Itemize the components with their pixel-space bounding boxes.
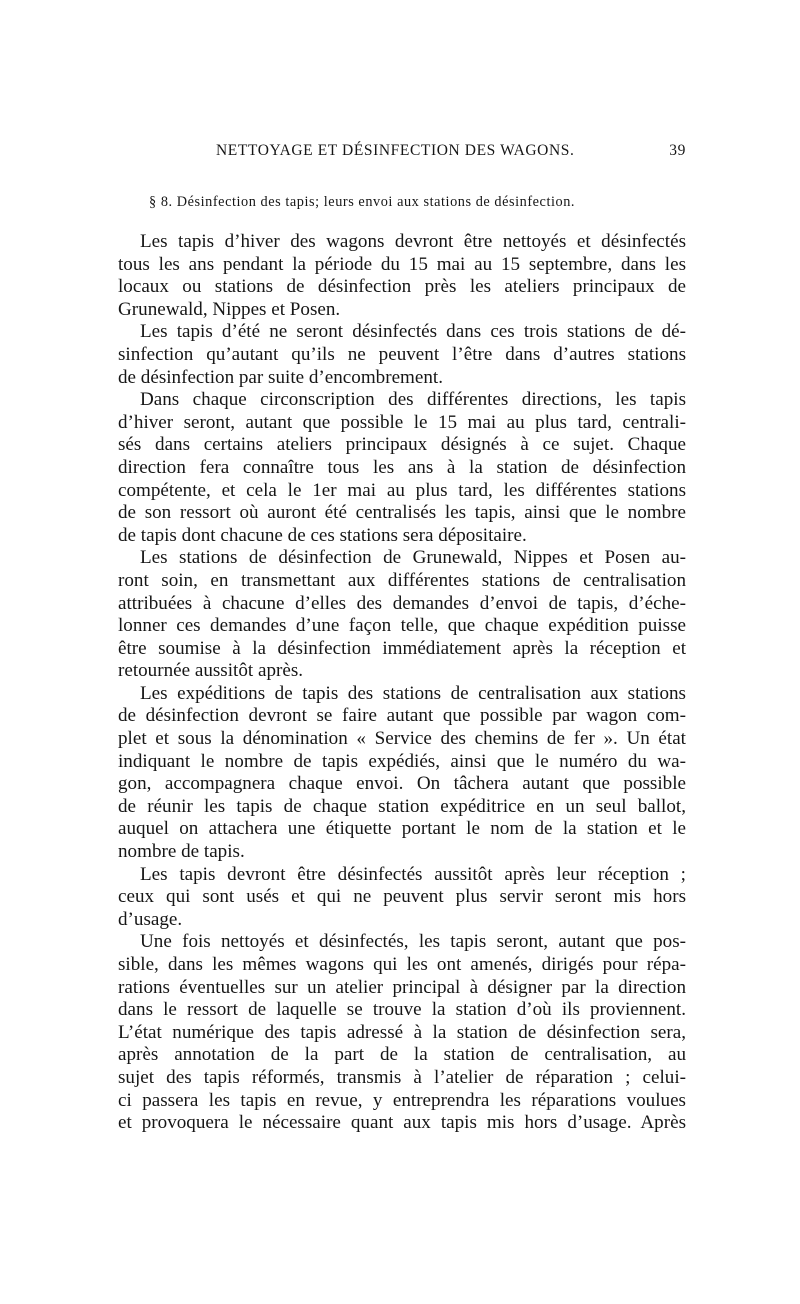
text-line: nombre de tapis.: [118, 841, 245, 863]
text-line: être soumise à la désinfection immédiatement après la réception et: [118, 637, 686, 659]
paragraph-5: [118, 683, 686, 864]
text-line: de désinfection devront se faire autant que possible par wagon com-: [118, 705, 686, 727]
text-line: lonner ces demandes d’une façon telle, que chaque expédition puisse: [118, 615, 686, 637]
text-line: Dans chaque circonscription des différentes directions, les tapis: [140, 389, 686, 411]
text-line: ceux qui sont usés et qui ne peuvent plus servir seront mis hors: [118, 886, 686, 908]
paragraph-4: [118, 547, 686, 683]
text-line: sés dans certains ateliers principaux désignés à ce sujet. Chaque: [118, 434, 686, 456]
text-line: ront soin, en transmettant aux différentes stations de centralisation: [118, 569, 686, 591]
text-line: retournée aussitôt après.: [118, 660, 304, 682]
text-line: plet et sous la dénomination « Service des chemins de fer ». Un état: [118, 728, 686, 750]
text-line: d’usage.: [118, 908, 183, 930]
text-line: de tapis dont chacune de ces stations sera dépositaire.: [118, 524, 527, 546]
text-line: Grunewald, Nippes et Posen.: [118, 298, 341, 320]
text-line: sujet des tapis réformés, transmis à l’atelier de réparation ; celui-: [118, 1066, 686, 1088]
text-line: gon, accompagnera chaque envoi. On tâchera autant que possible: [118, 773, 686, 795]
text-line: Les expéditions de tapis des stations de centralisation aux stations: [140, 682, 686, 704]
text-line: d’hiver seront, autant que possible le 15 mai au plus tard, centrali-: [118, 411, 686, 433]
text-line: auquel on attachera une étiquette portant le nom de la station et le: [118, 818, 686, 840]
paragraph-6: [118, 864, 686, 932]
text-line: de réunir les tapis de chaque station expéditrice en un seul ballot,: [118, 795, 686, 817]
text-line: après annotation de la part de la station de centralisation, au: [118, 1044, 686, 1066]
text-line: indiquant le nombre de tapis expédiés, ainsi que le numéro du wa-: [118, 750, 686, 772]
text-line: locaux ou stations de désinfection près les ateliers principaux de: [118, 276, 686, 298]
text-line: de désinfection par suite d’encombrement.: [118, 366, 444, 388]
text-line: Les tapis d’été ne seront désinfectés dans ces trois stations de dé-: [140, 321, 686, 343]
text-line: et provoquera le nécessaire quant aux tapis mis hors d’usage. Après: [118, 1112, 686, 1134]
page-number: 39: [669, 142, 686, 159]
text-line: rations éventuelles sur un atelier principal à désigner par la direction: [118, 976, 686, 998]
text-line: sinfection qu’autant qu’ils ne peuvent l’être dans d’autres stations: [118, 343, 686, 365]
paragraph-3: [118, 389, 686, 547]
text-line: compétente, et cela le 1er mai au plus tard, les différentes stations: [118, 479, 686, 501]
text-line: ci passera les tapis en revue, y entreprendra les réparations voulues: [118, 1089, 686, 1111]
text-line: attribuées à chacune d’elles des demandes d’envoi de tapis, d’éche-: [118, 592, 686, 614]
paragraph-2: [118, 321, 686, 389]
paragraph-7: [118, 931, 686, 1134]
text-line: Les stations de désinfection de Grunewald, Nippes et Posen au-: [140, 547, 686, 569]
text-line: Les tapis devront être désinfectés aussitôt après leur réception ;: [140, 863, 686, 885]
text-line: dans le ressort de laquelle se trouve la station d’où ils proviennent.: [118, 999, 686, 1021]
running-head: [118, 140, 686, 164]
paragraph-1: [118, 231, 686, 321]
text-line: tous les ans pendant la période du 15 mai au 15 septembre, dans les: [118, 253, 686, 275]
text-line: direction fera connaître tous les ans à la station de désinfection: [118, 456, 686, 478]
book-page: [118, 140, 686, 1135]
section-heading: § 8. Désinfection des tapis; leurs envoi aux stations de désinfection.: [149, 194, 576, 210]
text-line: L’état numérique des tapis adressé à la station de désinfection sera,: [118, 1021, 686, 1043]
text-line: de son ressort où auront été centralisés les tapis, ainsi que le nombre: [118, 502, 686, 524]
text-line: sible, dans les mêmes wagons qui les ont amenés, dirigés pour répa-: [118, 954, 686, 975]
running-title: NETTOYAGE ET DÉSINFECTION DES WAGONS.: [216, 142, 575, 159]
text-line: Les tapis d’hiver des wagons devront être nettoyés et désinfectés: [140, 231, 686, 252]
body-text: [118, 231, 686, 1135]
text-line: Une fois nettoyés et désinfectés, les tapis seront, autant que pos-: [140, 931, 686, 953]
